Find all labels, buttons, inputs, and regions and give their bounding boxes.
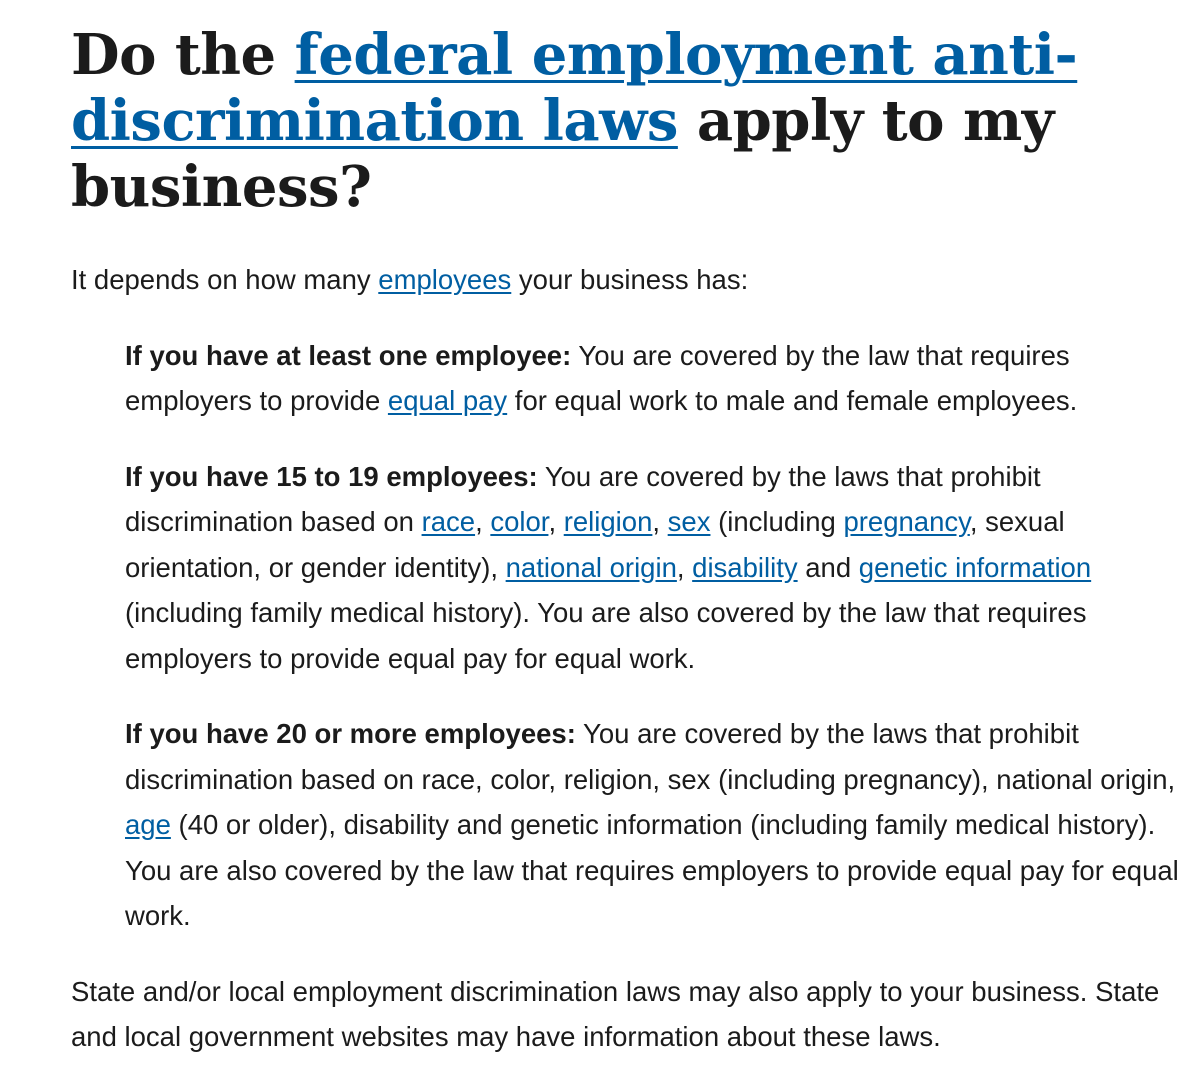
page-title: [71, 22, 1121, 220]
age-link[interactable]: age: [125, 809, 171, 840]
religion-link[interactable]: religion: [563, 506, 653, 537]
article: [71, 0, 1200, 1060]
employees-link[interactable]: employees: [378, 264, 512, 295]
coverage-15-19-heading: If you have 15 to 19 employees:: [125, 460, 538, 492]
coverage-one-heading: If you have at least one employee:: [125, 339, 572, 371]
equal-pay-link[interactable]: equal pay: [387, 385, 508, 416]
intro-text-before: It depends on how many: [71, 264, 379, 295]
coverage-20-plus-heading: If you have 20 or more employees:: [125, 718, 576, 749]
coverage-20-plus-text: You are covered by the laws that prohibit discrimination based on race, color, religion, sex (including pregnancy), national origin,: [125, 718, 1176, 795]
title-prefix: Do the: [71, 22, 295, 88]
coverage-20-plus-text-end: (40 or older), disability and genetic information (including family medical history). You are also covered by the law that requires employers to provide equal pay for equal work.: [125, 809, 1179, 931]
race-link[interactable]: race: [421, 506, 476, 537]
pregnancy-link[interactable]: pregnancy: [843, 506, 970, 537]
federal-laws-link[interactable]: federal employment anti-discrimination laws: [71, 22, 1078, 154]
color-link[interactable]: color: [490, 506, 549, 537]
separator: ,: [676, 551, 693, 583]
coverage-15-19-text: (including: [710, 506, 844, 537]
disability-link[interactable]: disability: [692, 551, 798, 583]
coverage-15-19-text: , sexual orientation, or gender identity),: [125, 506, 1065, 583]
coverage-20-plus-employees: [125, 711, 1200, 939]
national-origin-link[interactable]: national origin: [505, 551, 677, 583]
coverage-15-19-text-end: (including family medical history). You are also covered by the law that requires employers to provide equal pay for equal work.: [125, 597, 1087, 674]
title-suffix: apply to my business?: [71, 88, 1054, 220]
coverage-15-19-text: You are covered by the laws that prohibit discrimination based on: [125, 460, 1041, 537]
coverage-15-19-employees: [125, 454, 1200, 682]
intro-paragraph: [71, 257, 1200, 303]
separator: ,: [548, 506, 564, 537]
separator: ,: [475, 506, 491, 537]
separator: ,: [652, 506, 668, 537]
coverage-15-19-text: and: [797, 551, 859, 583]
coverage-one-text: You are covered by the law that requires employers to provide: [125, 339, 1070, 416]
coverage-one-text-end: for equal work to male and female employees.: [507, 385, 1078, 416]
intro-text-after: your business has:: [511, 264, 749, 295]
state-local-laws-note: State and/or local employment discrimination laws may also apply to your business. State and local government websites may have information about these laws.: [71, 975, 1160, 1052]
genetic-information-link[interactable]: genetic information: [858, 551, 1092, 583]
sex-link[interactable]: sex: [667, 506, 711, 537]
coverage-list: [125, 333, 1200, 939]
coverage-one-employee: [125, 333, 1200, 424]
